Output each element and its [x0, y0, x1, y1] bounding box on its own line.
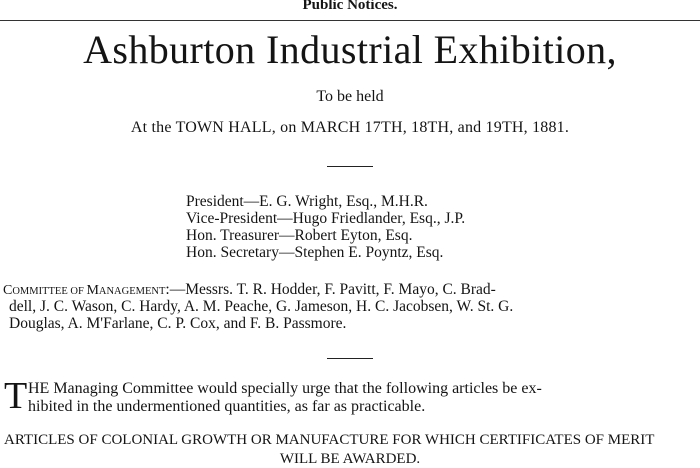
officer-secretary: Hon. Secretary—Stephen E. Poyntz, Esq.	[186, 244, 444, 261]
notice-line: HE Managing Committee would specially urge that the following articles be ex-	[28, 380, 542, 397]
notice-line: hibited in the undermentioned quantities, as far as practicable.	[28, 398, 426, 415]
officer-president: President—E. G. Wright, Esq., M.H.R.	[186, 193, 428, 210]
committee-members: :—Messrs. T. R. Hodder, F. Pavitt, F. Mayo, C. Brad-	[165, 281, 496, 298]
page-title: Ashburton Industrial Exhibition,	[83, 27, 617, 72]
section-header: Public Notices.	[302, 0, 398, 13]
articles-heading: WILL BE AWARDED.	[279, 451, 421, 467]
divider-rule	[327, 166, 373, 167]
drop-cap: T	[4, 375, 28, 417]
committee-line: Douglas, A. M'Farlane, C. P. Cox, and F. B. Passmore.	[9, 315, 347, 332]
subtitle: To be held	[316, 88, 384, 105]
committee-line	[3, 281, 496, 299]
committee-heading-rest-2: ANAGEMENT	[98, 286, 166, 297]
committee-heading-initial-2: M	[86, 283, 99, 298]
officer-vice-president: Vice-President—Hugo Friedlander, Esq., J.P.	[186, 210, 466, 227]
header-rule	[0, 20, 700, 21]
event-dates: At the TOWN HALL, on MARCH 17TH, 18TH, and 19TH, 1881.	[130, 119, 570, 136]
committee-heading-initial: C	[3, 283, 13, 298]
divider-rule	[327, 358, 373, 359]
officer-treasurer: Hon. Treasurer—Robert Eyton, Esq.	[186, 227, 413, 244]
articles-heading: ARTICLES OF COLONIAL GROWTH OR MANUFACTURE FOR WHICH CERTIFICATES OF MERIT	[4, 432, 655, 448]
committee-heading-rest: OMMITTEE OF	[12, 286, 87, 297]
committee-line: dell, J. C. Wason, C. Hardy, A. M. Peache, G. Jameson, H. C. Jacobsen, W. St. G.	[9, 298, 514, 315]
